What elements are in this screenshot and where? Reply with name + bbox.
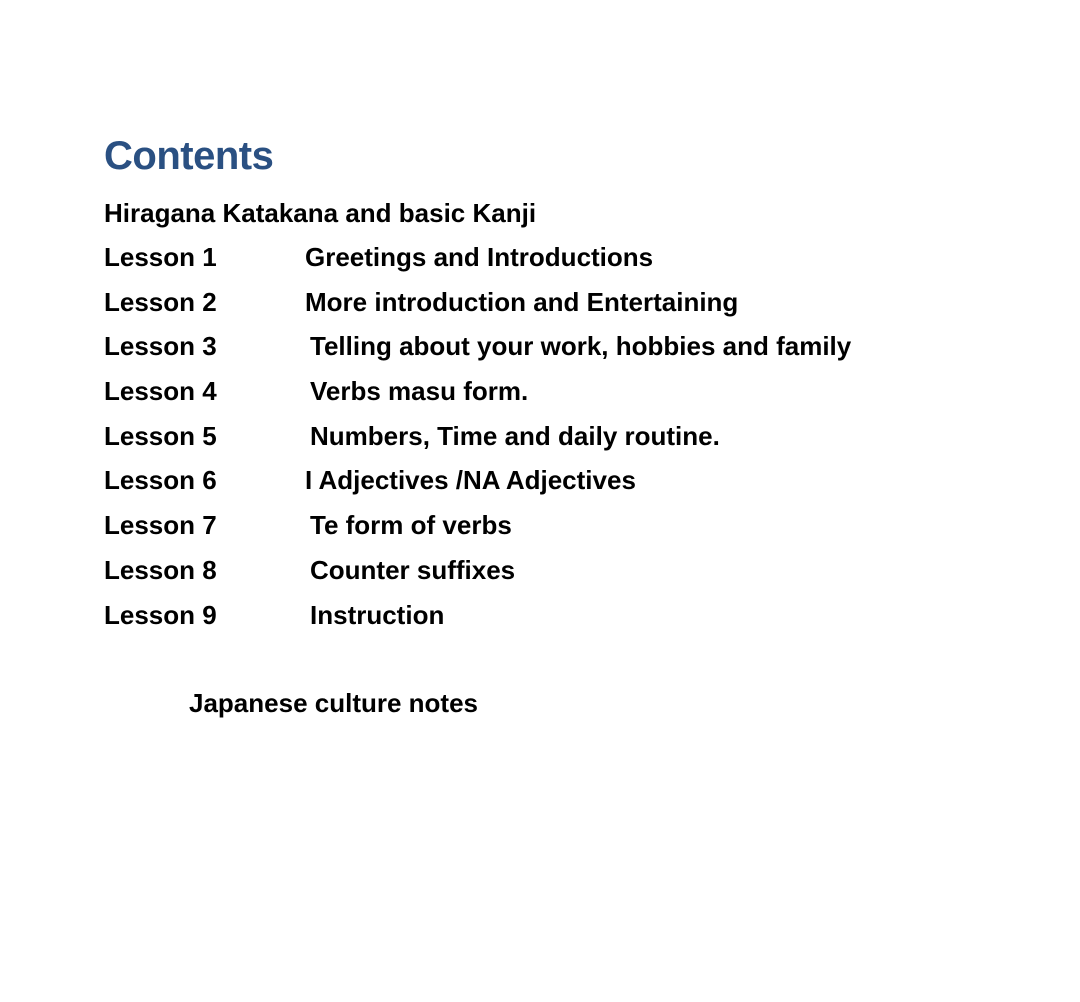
lesson-title: Instruction [310, 599, 445, 630]
lesson-title: Te form of verbs [310, 510, 512, 541]
lesson-number: Lesson 1 [104, 242, 217, 272]
lesson-title: More introduction and Entertaining [305, 286, 739, 317]
lesson-title: Counter suffixes [310, 554, 516, 585]
lesson-title: Telling about your work, hobbies and family [310, 331, 852, 362]
culture-notes-entry: Japanese culture notes [189, 688, 478, 718]
lesson-number: Lesson 7 [104, 510, 217, 541]
lesson-number: Lesson 3 [104, 331, 217, 362]
lesson-title: Numbers, Time and daily routine. [310, 420, 720, 451]
lesson-title: Greetings and Introductions [305, 242, 654, 272]
lesson-title: Verbs masu form. [310, 376, 529, 407]
page-title: Contents [104, 134, 274, 178]
lesson-number: Lesson 5 [104, 420, 217, 451]
lesson-number: Lesson 6 [104, 465, 217, 496]
lesson-title: I Adjectives /NA Adjectives [305, 465, 636, 496]
lesson-number: Lesson 8 [104, 554, 217, 585]
intro-entry: Hiragana Katakana and basic Kanji [104, 198, 537, 228]
lesson-number: Lesson 9 [104, 599, 217, 630]
lesson-number: Lesson 2 [104, 286, 217, 317]
lesson-number: Lesson 4 [104, 376, 217, 407]
